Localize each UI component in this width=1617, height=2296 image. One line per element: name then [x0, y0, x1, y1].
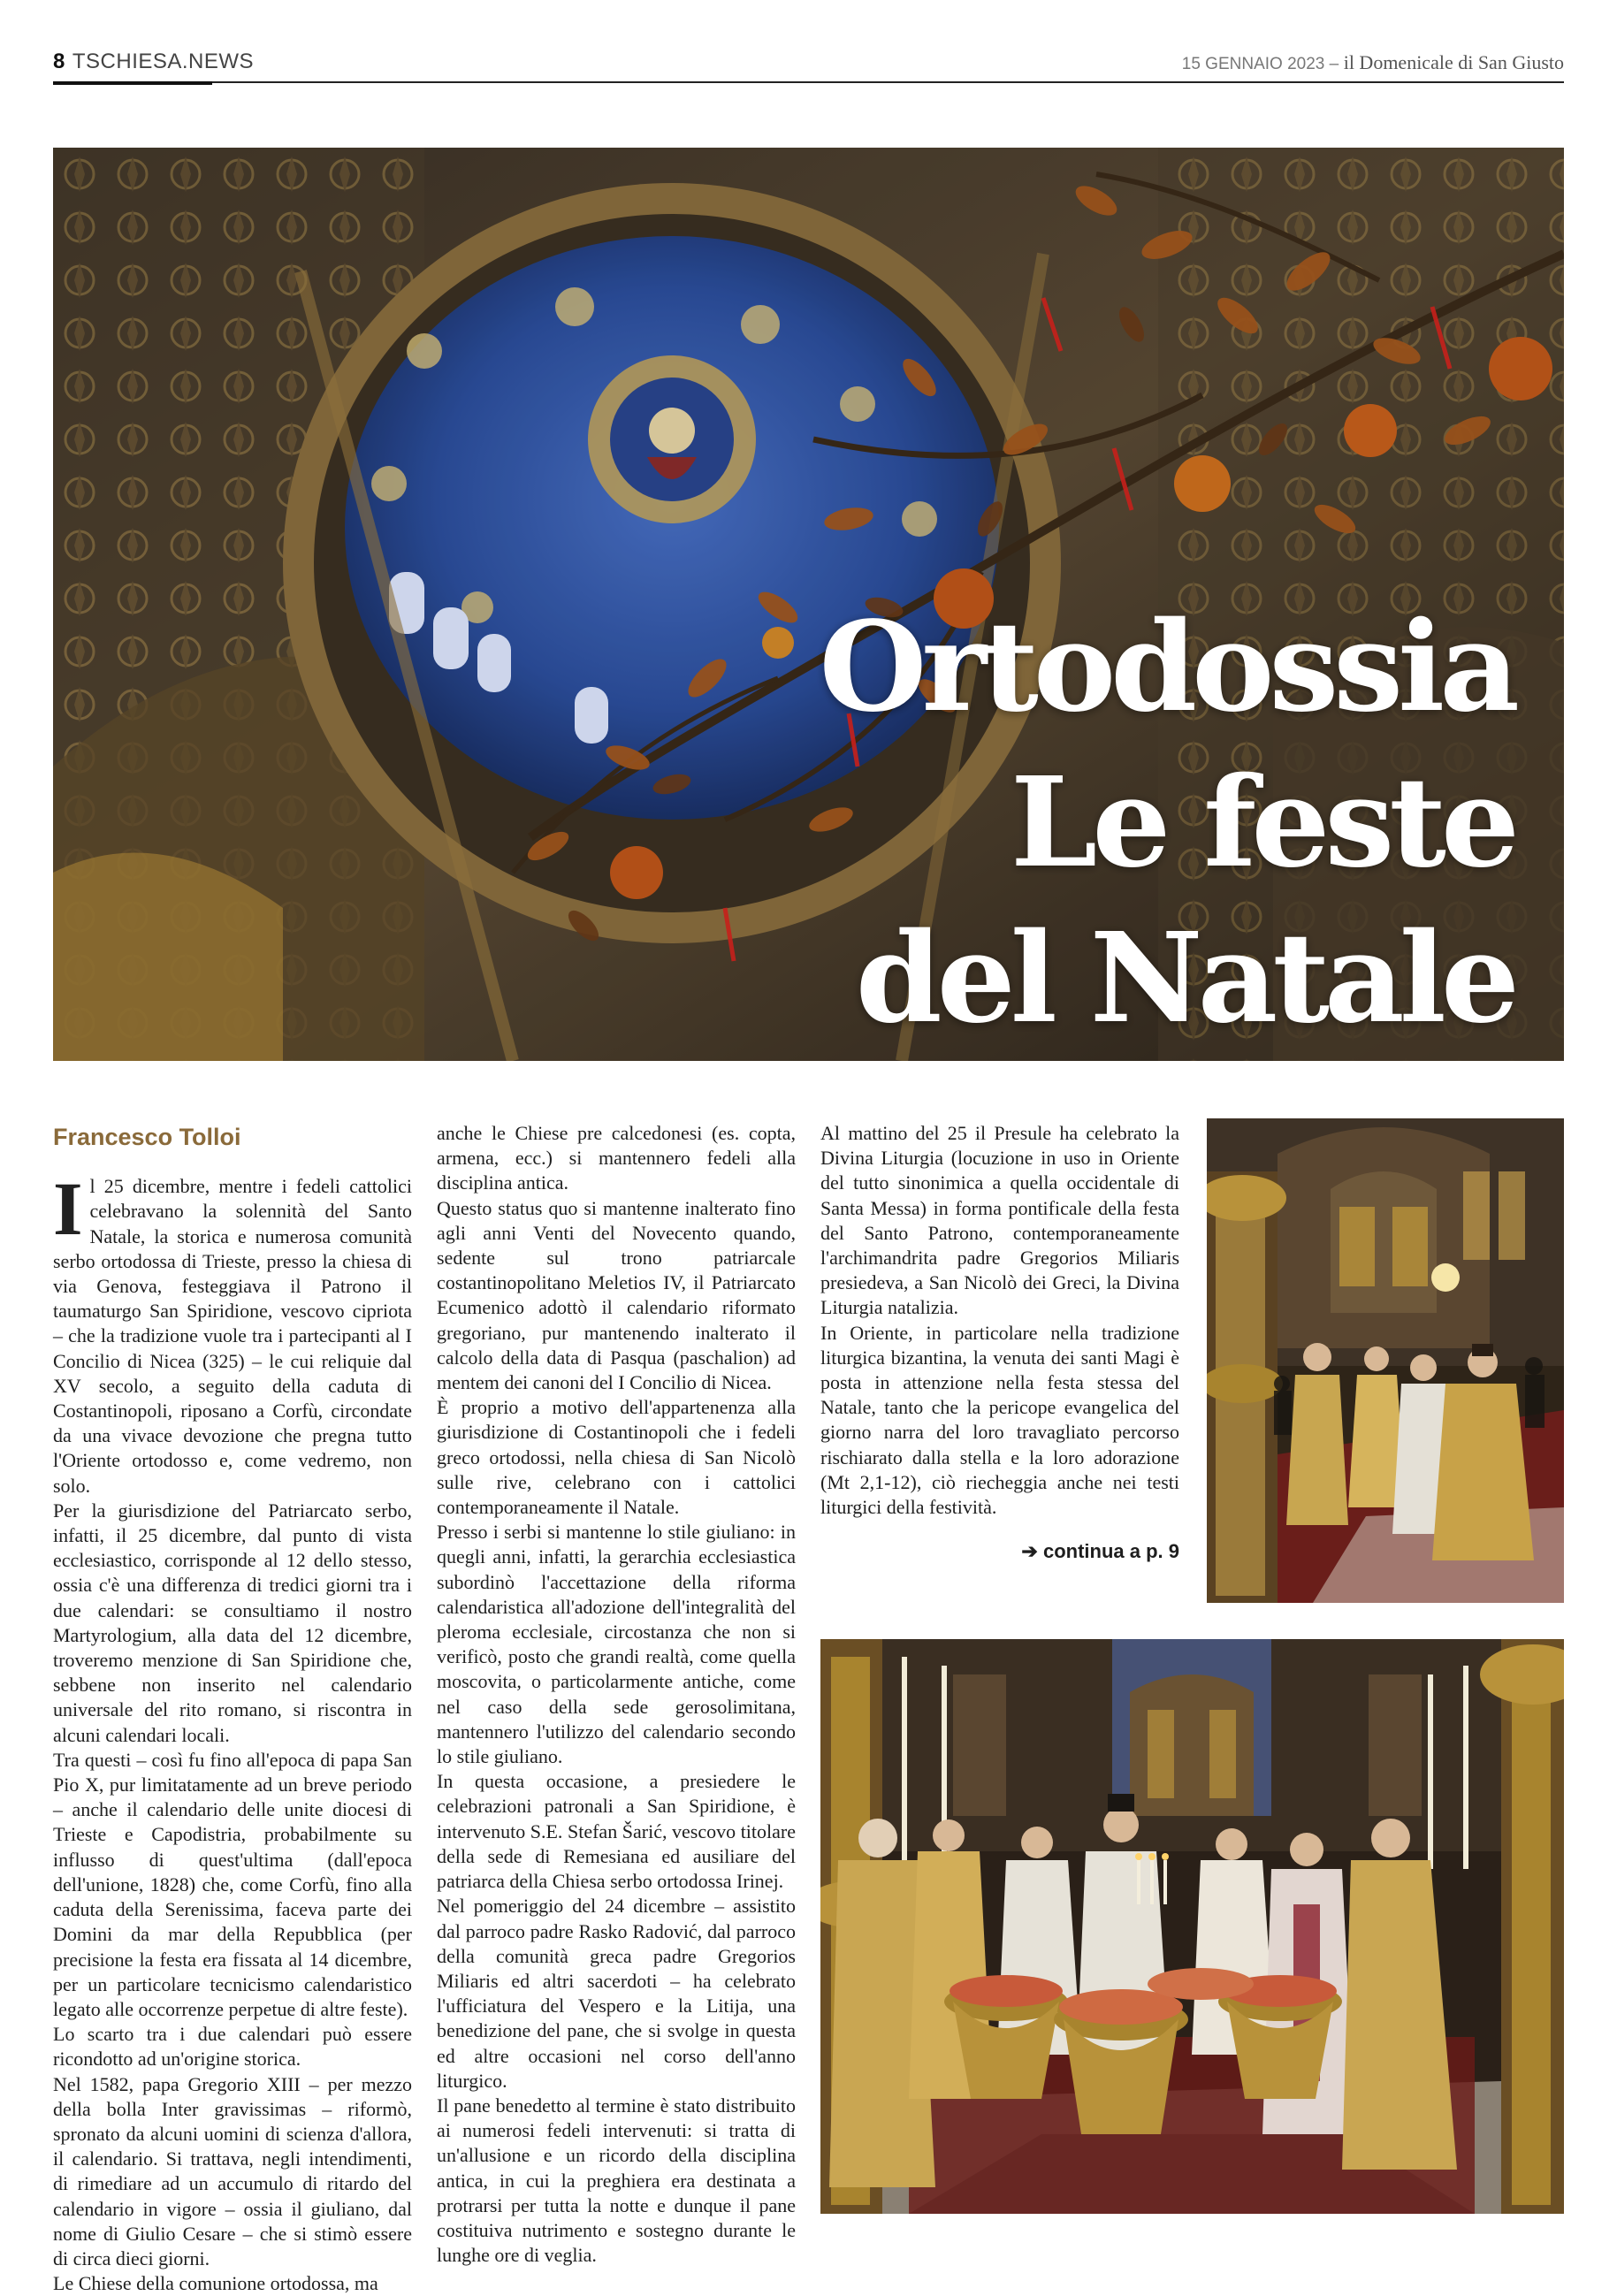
site-name[interactable]: TSCHIESA.NEWS [72, 50, 255, 73]
blessing-photo [820, 1639, 1564, 2214]
header-rule-accent [53, 81, 212, 85]
bread-blessing-illustration [820, 1639, 1564, 2214]
paragraph-4: Lo scarto tra i due calendari può essere ricondotto ad un'origine storica. [53, 2023, 412, 2071]
continue-link[interactable]: ➔ continua a p. 9 [1021, 1540, 1179, 1563]
paragraph-11: In questa occasione, a presiedere le celebrazioni patronali a San Spiridione, è intervenuto S.E. Stefan Šarić, vescovo titolare della sede di Remesiana ed ausiliare del patriarca della Chiesa serbo ortodossa Irinej. [437, 1770, 796, 1893]
publication-name: il Domenicale di San Giusto [1343, 51, 1564, 73]
clergy-illustration [1207, 1118, 1564, 1603]
paragraph-9: È proprio a motivo dell'appartenenza alla giurisdizione di Costantinopoli che i fedeli greco ortodossi, nella chiesa di San Nicolò sulle rive, celebrano con i cattolici contemporaneamente il Natale. [437, 1396, 796, 1519]
paragraph-1-text: l 25 dicembre, mentre i fedeli cattolici celebravano la solennità del Santo Natale, la storica e numerosa comunità serbo ortodossa di Trieste, presso la chiesa di via Genova, festeggiava il Patrono il taumaturgo San Spiridione, vescovo cipriota – che la tradizione vuole tra i partecipanti al I Concilio di Nicea (325) – le cui reliquie dal XV secolo, a seguito della caduta di Costantinopoli, riposano a Corfù, circondate da una vivace devozione che pregna tutto l'Oriente ortodosso e, come vedremo, non solo. [53, 1175, 412, 1497]
headline [819, 590, 1514, 1056]
author-byline: Francesco Tolloi [53, 1124, 241, 1150]
headline-line-2: Le feste [1010, 751, 1514, 896]
headline-line-1: Ortodossia [819, 595, 1514, 740]
paragraph-2: Per la giurisdizione del Patriarcato serbo, infatti, il 25 dicembre, dal punto di vista ecclesiastico, corrisponde al 12 dello stesso, ossia c'è una differenza di tredici giorni tra i due calendari: se consultiamo il nostro Martyrologium, alla data del 12 dicembre, troveremo menzione di San Spiridione che, sebbene non inserito nel calendario universale del rito romano, si riscontra in alcuni calendari locali. [53, 1499, 412, 1746]
paragraph-13: Il pane benedetto al termine è stato distribuito ai numerosi fedeli intervenuti: si tratta di un'allusione e un ricordo della disciplina antica, in cui la preghiera era destinata a protrarsi per tutta la notte e dunque il pane costituiva nutrimento e sostegno durante le lunghe ore di veglia. [437, 2094, 796, 2267]
paragraph-12: Nel pomeriggio del 24 dicembre – assistito dal parroco padre Rasko Radović, dal parroco della comunità greca padre Gregorios Miliaris ed altri sacerdoti – ha celebrato l'ufficiatura del Vespero e la Litija, una benedizione del pane, che si svolge in questa ed altre occasioni nel corso dell'anno liturgico. [437, 1895, 796, 2092]
article-column-1 [53, 1121, 412, 2296]
paragraph-5: Nel 1582, papa Gregorio XIII – per mezzo della bolla Inter gravissimas – riformò, spronato da alcuni uomini di scienza d'allora, il calendario. Si trattava, negli intendimenti, di rimediare ad un accumulo di ritardo del calendario in vigore – ossia il giuliano, dal nome di Giulio Cesare – che si stimò essere di circa dieci giorni. [53, 2072, 412, 2269]
paragraph-7: anche le Chiese pre calcedonesi (es. copta, armena, ecc.) si mantennero fedeli alla disciplina antica. [437, 1122, 796, 1194]
paragraph-8: Questo status quo si mantenne inalterato fino agli anni Venti del Novecento quando, sedente sul trono patriarcale costantinopolitano Meletios IV, il Patriarcato Ecumenico adottò il calendario riformato gregoriano, pur mantenendo inalterato il calcolo della data di Pasqua (paschalion) ad mentem dei canoni del I Concilio di Nicea. [437, 1196, 796, 1394]
issue-date: 15 GENNAIO 2023 – [1181, 55, 1339, 73]
header-left [53, 50, 254, 74]
article-column-3 [820, 1121, 1179, 1564]
hero-image [53, 148, 1564, 1061]
drop-cap: I [53, 1166, 83, 1252]
article-column-2 [437, 1121, 796, 2268]
paragraph-10: Presso i serbi si mantenne lo stile giuliano: in quegli anni, infatti, la gerarchia ecclesiastica subordinò l'accettazione della riforma calendaristica all'adozione dell'integralità del pleroma ecclesiale, circostanza che non si verificò, posto che grandi realtà, come quella moscovita, o particolarmente antiche, come nel caso della sede gerosolimitana, mantennero l'utilizzo del calendario secondo lo stile giuliano. [437, 1521, 796, 1768]
paragraph-3: Tra questi – così fu fino all'epoca di papa San Pio X, pur limitatamente ad un breve periodo – anche il calendario delle unite diocesi di Trieste e Capodistria, probabilmente su influsso di quest'ultima (dall'epoca dell'unione, 1828) che, come Corfù, fino alla caduta della Serenissima, faceva parte dei Domini da mar della Repubblica (per precisione la festa era fissata al 14 dicembre, per un particolare tecnicismo calendaristico legato alle occorrenze perpetue di altre feste). [53, 1748, 412, 2020]
paragraph-14: Al mattino del 25 il Presule ha celebrato la Divina Liturgia (locuzione in uso in Oriente del tutto sinonimica a quella occidentale di Santa Messa) in forma pontificale della festa del Santo Patrono, contemporaneamente l'archimandrita padre Gregorios Miliaris presiedeva, a San Nicolò dei Greci, la Divina Liturgia natalizia. [820, 1122, 1179, 1319]
page-number: 8 [53, 50, 65, 73]
paragraph-6: Le Chiese della comunione ortodossa, ma [53, 2272, 378, 2295]
paragraph-1 [53, 1166, 412, 1499]
header-right [1182, 51, 1564, 74]
clergy-photo [1207, 1118, 1564, 1603]
headline-line-3: del Natale [855, 906, 1514, 1051]
paragraph-15: In Oriente, in particolare nella tradizione liturgica bizantina, la venuta dei santi Magi è posta in attenzione nella festa stessa del Natale, tanto che la pericope evangelica del giorno narra del loro travagliato percorso rischiarato dalla stella e la loro adorazione (Mt 2,1-12), ciò riecheggia anche nei testi liturgici della festività. [820, 1321, 1179, 1519]
page-header [53, 46, 1564, 85]
header-rule [53, 81, 1564, 83]
